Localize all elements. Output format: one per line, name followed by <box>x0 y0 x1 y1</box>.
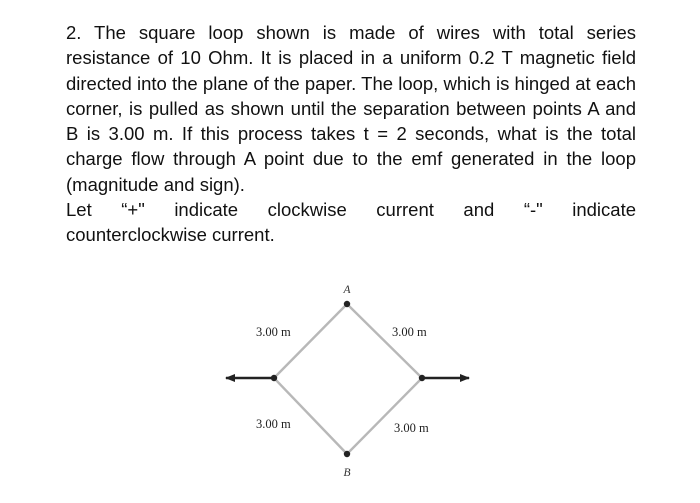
side-label-bottom-right: 3.00 m <box>394 421 429 435</box>
side-label-top-left: 3.00 m <box>256 325 291 339</box>
wire-bottom-left <box>274 378 347 454</box>
loop-diagram <box>222 278 472 484</box>
hinge-node-left <box>271 375 277 381</box>
side-label-bottom-left: 3.00 m <box>256 417 291 431</box>
point-b-label: B <box>343 467 351 479</box>
problem-paragraph-2-line-2: counterclockwise current. <box>66 224 275 246</box>
hinge-node-right <box>419 375 425 381</box>
problem-paragraph-1: 2. The square loop shown is made of wires with total series resistance of 10 Ohm. It is placed in a uniform 0.2 T magnetic field directed into the plane of the paper. The loop, which is hinged at each corner, is pulled as shown until the separation between points A and B is 3.00 m. If this process takes t = 2 seconds, what is the total charge flow through A point due to the emf generated in the loop (magnitude and sign). <box>66 22 636 195</box>
wire-top-right <box>347 304 422 378</box>
point-a-label: A <box>343 284 351 296</box>
wire-bottom-right <box>347 378 422 454</box>
hinge-node-a <box>344 301 350 307</box>
side-label-top-right: 3.00 m <box>392 325 427 339</box>
problem-statement <box>66 20 636 248</box>
hinge-node-b <box>344 451 350 457</box>
wire-top-left <box>274 304 347 378</box>
square-loop-figure <box>222 278 472 484</box>
problem-paragraph-2-line-1: Let “+" indicate clockwise current and “-" indicate <box>66 199 636 221</box>
